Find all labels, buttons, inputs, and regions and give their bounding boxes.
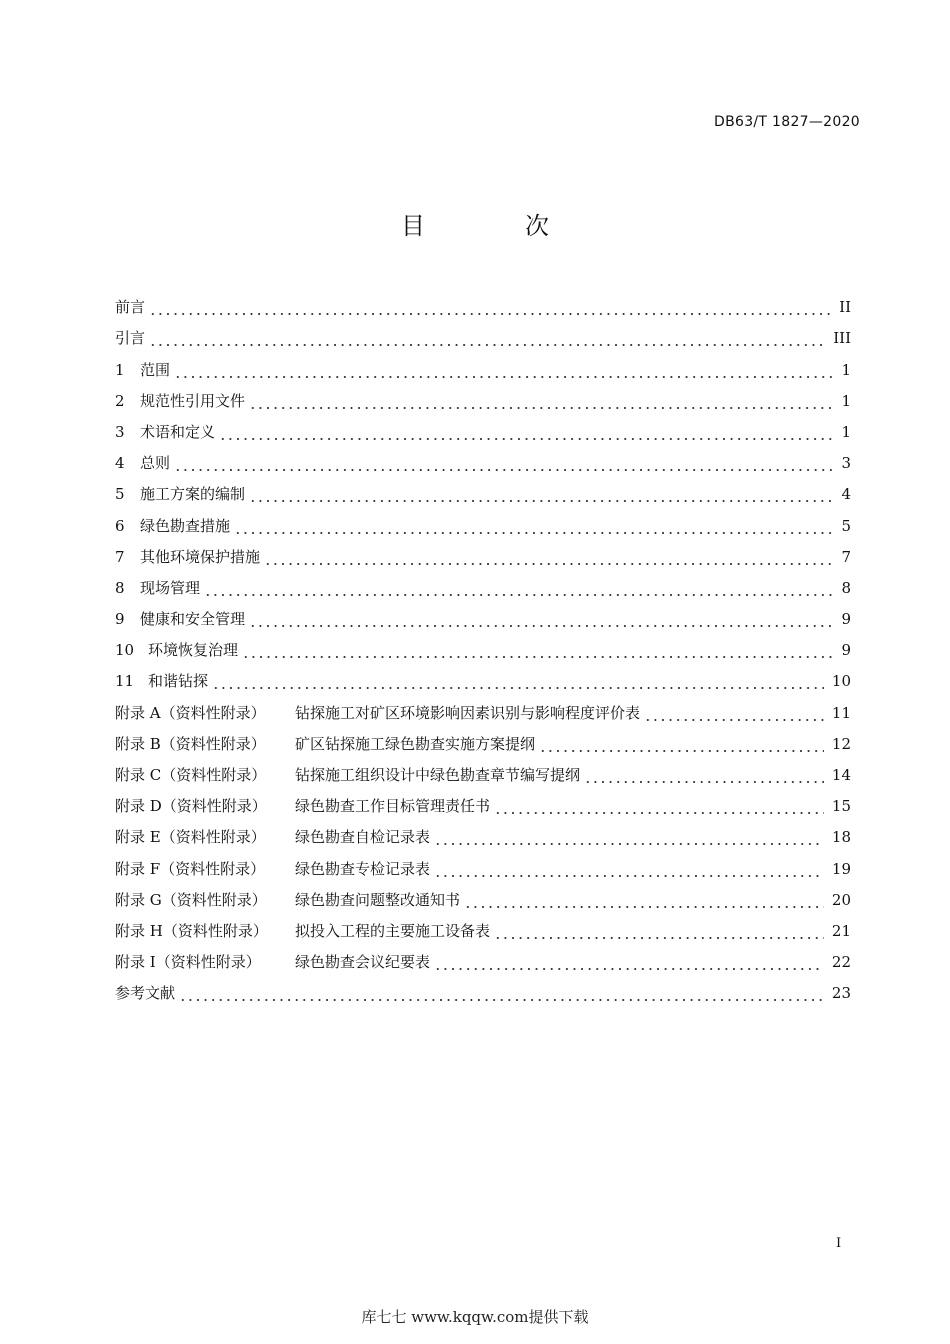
watermark: 库七七 www.kqqw.com提供下载 bbox=[361, 1308, 589, 1326]
entry-page-number: 1 bbox=[841, 360, 851, 379]
dot-leader bbox=[212, 670, 824, 692]
dot-leader bbox=[249, 608, 833, 630]
entry-page-number: 18 bbox=[831, 828, 851, 847]
entry-title: 规范性引用文件 bbox=[140, 391, 246, 410]
toc-entry[interactable] bbox=[115, 724, 851, 755]
section-number: 2 bbox=[115, 391, 125, 410]
entry-title: 绿色勘查问题整改通知书 bbox=[295, 890, 461, 909]
entry-page-number: 5 bbox=[841, 516, 851, 535]
document-code: DB63/T 1827—2020 bbox=[714, 114, 860, 130]
toc-entry[interactable] bbox=[115, 537, 851, 568]
section-number: 4 bbox=[115, 454, 125, 473]
entry-page-number: 15 bbox=[831, 797, 851, 816]
entry-title: 钻探施工组织设计中绿色勘查章节编写提纲 bbox=[295, 766, 581, 784]
annex-label: 附录 F（资料性附录） bbox=[115, 859, 266, 878]
entry-page-number: 11 bbox=[831, 703, 851, 722]
section-number: 7 bbox=[115, 547, 125, 566]
entry-page-number: 1 bbox=[841, 422, 851, 441]
entry-page-number: 12 bbox=[831, 734, 851, 753]
dot-leader bbox=[234, 515, 833, 537]
dot-leader bbox=[249, 390, 833, 412]
dot-leader bbox=[434, 826, 824, 848]
toc-entry[interactable] bbox=[115, 880, 851, 911]
entry-title: 拟投入工程的主要施工设备表 bbox=[295, 921, 491, 940]
entry-page-number: 10 bbox=[831, 672, 851, 691]
dot-leader bbox=[464, 889, 824, 911]
entry-page-number: II bbox=[839, 298, 851, 317]
toc-entry[interactable] bbox=[115, 443, 851, 474]
dot-leader bbox=[174, 452, 833, 474]
entry-title: 术语和定义 bbox=[140, 422, 216, 441]
entry-title: 参考文献 bbox=[115, 984, 176, 1003]
toc-entry[interactable] bbox=[115, 942, 851, 973]
annex-label: 附录 G（资料性附录） bbox=[115, 890, 267, 909]
entry-title: 引言 bbox=[115, 329, 146, 348]
toc-entry[interactable] bbox=[115, 412, 851, 443]
toc-entry[interactable] bbox=[115, 474, 851, 505]
entry-title: 和谐钻探 bbox=[148, 672, 209, 691]
section-number: 11 bbox=[115, 672, 135, 691]
toc-entry[interactable] bbox=[115, 786, 851, 817]
entry-title: 绿色勘查措施 bbox=[140, 516, 231, 535]
annex-label: 附录 E（资料性附录） bbox=[115, 828, 266, 847]
toc-entry[interactable] bbox=[115, 599, 851, 630]
toc-entry[interactable] bbox=[115, 568, 851, 599]
annex-label: 附录 C（资料性附录） bbox=[115, 766, 267, 784]
toc-entry[interactable] bbox=[115, 287, 851, 318]
entry-title: 钻探施工对矿区环境影响因素识别与影响程度评价表 bbox=[295, 703, 641, 722]
dot-leader bbox=[584, 764, 824, 786]
toc-entry[interactable] bbox=[115, 973, 851, 1004]
entry-page-number: 21 bbox=[831, 921, 851, 940]
toc-entry[interactable] bbox=[115, 848, 851, 879]
dot-leader bbox=[434, 858, 824, 880]
toc-entry[interactable] bbox=[115, 661, 851, 692]
dot-leader bbox=[219, 421, 833, 443]
dot-leader bbox=[494, 795, 824, 817]
toc-entry[interactable] bbox=[115, 318, 851, 349]
entry-title: 范围 bbox=[140, 360, 171, 379]
dot-leader bbox=[249, 483, 833, 505]
toc-entry[interactable] bbox=[115, 381, 851, 412]
section-number: 3 bbox=[115, 422, 125, 441]
entry-title: 施工方案的编制 bbox=[140, 485, 246, 504]
dot-leader bbox=[179, 982, 824, 1004]
page-number: I bbox=[836, 1236, 842, 1251]
toc-entry[interactable] bbox=[115, 349, 851, 380]
dot-leader bbox=[242, 639, 833, 661]
dot-leader bbox=[644, 702, 824, 724]
entry-page-number: 20 bbox=[831, 890, 851, 909]
toc-entry[interactable] bbox=[115, 630, 851, 661]
entry-title: 环境恢复治理 bbox=[148, 641, 239, 660]
section-number: 1 bbox=[115, 360, 125, 379]
entry-title: 总则 bbox=[140, 454, 171, 473]
toc-entry[interactable] bbox=[115, 755, 851, 786]
toc-entry[interactable] bbox=[115, 911, 851, 942]
dot-leader bbox=[149, 327, 825, 349]
entry-title: 绿色勘查专检记录表 bbox=[295, 859, 431, 878]
dot-leader bbox=[204, 577, 833, 599]
section-number: 5 bbox=[115, 485, 125, 504]
dot-leader bbox=[174, 359, 833, 381]
dot-leader bbox=[434, 951, 824, 973]
entry-title: 绿色勘查自检记录表 bbox=[295, 828, 431, 847]
annex-label: 附录 I（资料性附录） bbox=[115, 953, 261, 972]
dot-leader bbox=[149, 296, 831, 318]
entry-page-number: 8 bbox=[841, 578, 851, 597]
entry-page-number: 7 bbox=[841, 547, 851, 566]
entry-page-number: 9 bbox=[841, 610, 851, 629]
entry-title: 绿色勘查会议纪要表 bbox=[295, 953, 431, 972]
entry-title: 绿色勘查工作目标管理责任书 bbox=[295, 797, 491, 816]
dot-leader bbox=[264, 546, 833, 568]
entry-page-number: 23 bbox=[831, 984, 851, 1003]
entry-title: 其他环境保护措施 bbox=[140, 547, 261, 566]
annex-label: 附录 B（资料性附录） bbox=[115, 734, 266, 753]
table-of-contents bbox=[115, 287, 851, 1004]
entry-title: 健康和安全管理 bbox=[140, 610, 246, 629]
section-number: 9 bbox=[115, 610, 125, 629]
entry-page-number: 1 bbox=[841, 391, 851, 410]
toc-entry[interactable] bbox=[115, 505, 851, 536]
entry-page-number: 9 bbox=[841, 641, 851, 660]
toc-entry[interactable] bbox=[115, 692, 851, 723]
dot-leader bbox=[539, 733, 824, 755]
entry-page-number: 14 bbox=[831, 766, 851, 784]
toc-entry[interactable] bbox=[115, 817, 851, 848]
section-number: 10 bbox=[115, 641, 135, 660]
entry-title: 前言 bbox=[115, 298, 146, 317]
annex-label: 附录 D（资料性附录） bbox=[115, 797, 267, 816]
page-title: 目 次 bbox=[401, 212, 587, 240]
entry-title: 现场管理 bbox=[140, 578, 201, 597]
annex-label: 附录 H（资料性附录） bbox=[115, 921, 268, 940]
entry-page-number: 19 bbox=[831, 859, 851, 878]
section-number: 8 bbox=[115, 578, 125, 597]
entry-page-number: 3 bbox=[841, 454, 851, 473]
entry-page-number: 4 bbox=[841, 485, 851, 504]
entry-title: 矿区钻探施工绿色勘查实施方案提纲 bbox=[295, 734, 536, 753]
entry-page-number: 22 bbox=[831, 953, 851, 972]
dot-leader bbox=[494, 920, 824, 942]
entry-page-number: III bbox=[833, 329, 851, 348]
annex-label: 附录 A（资料性附录） bbox=[115, 703, 266, 722]
section-number: 6 bbox=[115, 516, 125, 535]
